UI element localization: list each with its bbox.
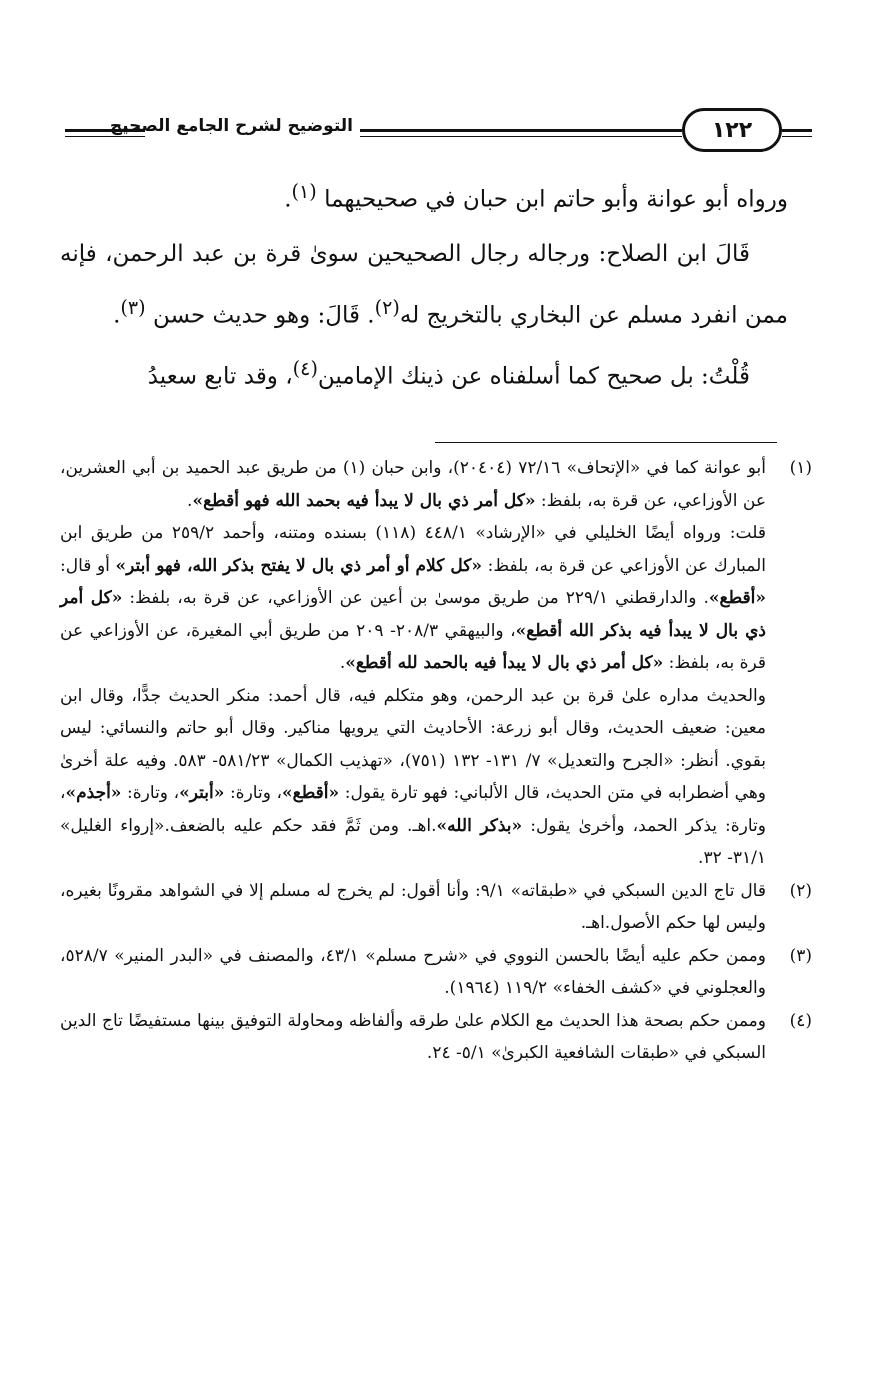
page-header [55, 108, 812, 156]
main-paragraph-3 [60, 342, 788, 404]
footnote-text: وممن حكم عليه أيضًا بالحسن النووي في «شرح مسلم» ٤٣/١، والمصنف في «البدر المنير» ٥٢٨/٧، والعجلوني في «كشف الخفاء» ١١٩/٢ (١٩٦٤). [60, 945, 766, 998]
footnote-paragraph [60, 940, 766, 1005]
footnote-paragraph [60, 452, 766, 517]
quoted-hadith-text: «كل أمر ذي بال لا يبدأ فيه بذكر الله أقطع» [60, 588, 767, 641]
main-text-span: قَالَ ابن الصلاح: ورجاله رجال الصحيحين سوىٰ قرة بن عبد الرحمن، فإنه ممن انفرد مسلم عن البخاري بالتخريج له [60, 240, 788, 329]
quoted-hadith-text: «كل أمر ذي بال لا يبدأ فيه بحمد الله فهو أقطع» [192, 490, 536, 511]
footnote-text: ، وتارة: [121, 783, 180, 803]
footnote-text: أو قال: [60, 555, 116, 576]
footnote-paragraph [60, 680, 766, 875]
main-paragraph-1 [60, 165, 788, 227]
footnote-number: (٣) [789, 945, 812, 966]
footnote-text: وممن حكم بصحة هذا الحديث مع الكلام علىٰ طرقه وألفاظه ومحاولة التوفيق بينها مستفيضًا تاج الدين السبكي في «طبقات الشافعية الكبرىٰ» ٥/١- ٢٤. [60, 1010, 766, 1063]
footnote-text: ، وتارة: [224, 783, 283, 803]
footnote-ref-2[interactable]: (٢) [374, 295, 400, 319]
header-rule-middle [360, 129, 682, 137]
footnote-paragraph [60, 1005, 766, 1070]
footnote-1 [60, 452, 812, 875]
footnote-paragraph [60, 517, 766, 680]
footnote-number: (٤) [789, 1010, 812, 1031]
header-rule-right [782, 129, 812, 137]
quoted-hadith-text: «بذكر الله» [436, 815, 523, 836]
running-title: التوضيح لشرح الجامع الصحيح [109, 116, 353, 136]
footnote-ref-1[interactable]: (١) [291, 180, 317, 203]
main-text-span: ، وقد تابع سعيدُ [147, 363, 293, 390]
quoted-hadith-text: «أبتر» [179, 783, 225, 803]
footnote-text: . [339, 653, 346, 673]
footnote-text: . [187, 490, 193, 511]
main-text-span: . [113, 302, 121, 329]
footnote-separator [435, 442, 777, 443]
quoted-hadith-text: «أقطع» [708, 588, 766, 608]
main-text-span: ورواه أبو عوانة وأبو حاتم ابن حبان في صحيحيهما [324, 186, 788, 213]
footnote-text: أبو عوانة كما في «الإتحاف» ٧٢/١٦ (٢٠٤٠٤)، وابن حبان (١) من طريق عبد الحميد بن أبي العشرين، عن الأوزاعي، عن قرة به، بلفظ: [60, 458, 766, 511]
main-text-span: . قَالَ: وهو حديث حسن [152, 302, 375, 329]
main-paragraph-2 [60, 227, 788, 343]
footnote-paragraph [60, 875, 766, 940]
footnote-text: والحديث مداره علىٰ قرة بن عبد الرحمن، وهو متكلم فيه، قال أحمد: منكر الحديث جدًّا، وقال ابن معين: ضعيف الحديث، وقال أبو زرعة: الأحاديث التي يرويها مناكير. وقال أبو حاتم والنسائي: ليس بقوي. أنظر: «الجرح والتعديل» ٧/ ١٣١- ١٣٢ (٧٥١)، «تهذيب الكمال» ٥٨١/٢٣- ٥٨٣. وفيه علة أخرىٰ وهي أضطرابه في متن الحديث، قال الألباني: فهو تارة يقول: [60, 685, 767, 803]
main-text [60, 165, 788, 404]
footnote-ref-4[interactable]: (٤) [292, 357, 318, 381]
footnote-number: (٢) [789, 880, 812, 901]
footnote-text: قال تاج الدين السبكي في «طبقاته» ٩/١: وأنا أقول: لم يخرج له مسلم إلا في الشواهد مقرونًا بغيره، وليس لها حكم الأصول.اهـ. [60, 880, 766, 933]
footnote-text: .اهـ. ومن ثَمَّ فقد حكم عليه بالضعف.«إرواء الغليل» ٣١/١- ٣٢. [60, 815, 766, 868]
quoted-hadith-text: «كل كلام أو أمر ذي بال لا يفتح بذكر الله، فهو أبتر» [115, 555, 482, 576]
footnotes [60, 452, 812, 1070]
footnote-text: قلت: ورواه أيضًا الخليلي في «الإرشاد» ٤٤٨/١ (١١٨) بسنده ومتنه، وأحمد ٢٥٩/٢ من طريق ابن المبارك عن الأوزاعي عن قرة به، بلفظ: [60, 523, 766, 576]
footnote-3 [60, 940, 812, 1005]
page-number: ١٢٢ [682, 108, 782, 152]
quoted-hadith-text: «كل أمر ذي بال لا يبدأ فيه بالحمد لله أقطع» [345, 653, 664, 673]
footnote-4 [60, 1005, 812, 1070]
quoted-hadith-text: «أجذم» [65, 783, 122, 803]
footnote-ref-3[interactable]: (٣) [120, 295, 146, 319]
footnote-text: ، والبيهقي ٢٠٨/٣- ٢٠٩ من طريق أبي المغيرة، عن الأوزاعي عن قرة به، بلفظ: [60, 620, 766, 673]
footnote-text: . والدارقطني ٢٢٩/١ من طريق موسىٰ بن أعين عن الأوزاعي، عن قرة به، بلفظ: [122, 588, 709, 608]
footnote-2 [60, 875, 812, 940]
footnote-text: ، وتارة: يذكر الحمد، وأخرىٰ يقول: [60, 783, 767, 836]
main-text-span: . [284, 186, 292, 213]
main-text-span: قُلْتُ: بل صحيح كما أسلفناه عن ذينك الإمامين [317, 363, 750, 390]
quoted-hadith-text: «أقطع» [282, 783, 340, 803]
footnote-number: (١) [789, 458, 812, 478]
